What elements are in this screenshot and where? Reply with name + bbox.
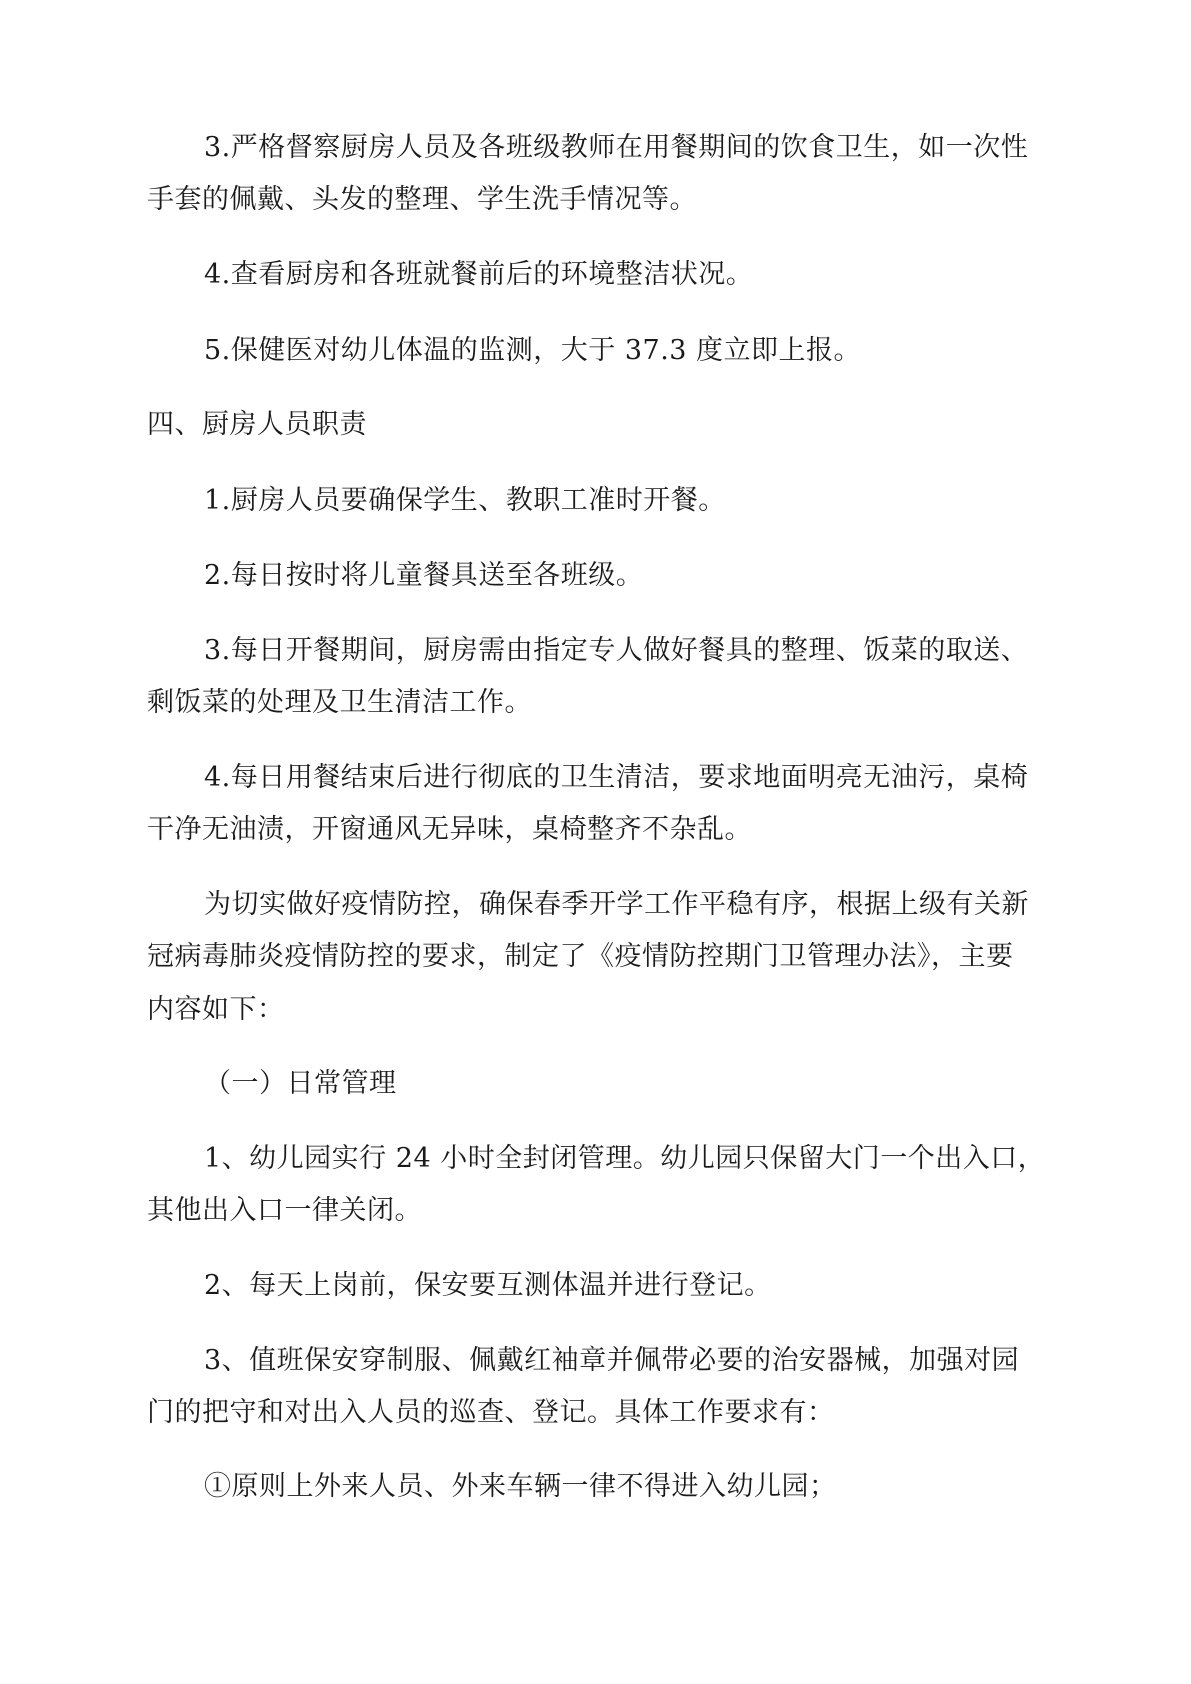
- paragraph-line: 2.每日按时将儿童餐具送至各班级。: [204, 560, 644, 591]
- subsection-heading: （一）日常管理: [204, 1068, 397, 1099]
- paragraph-line: 4.每日用餐结束后进行彻底的卫生清洁，要求地面明亮无油污，桌椅: [204, 762, 1029, 793]
- paragraph-line: 剩饭菜的处理及卫生清洁工作。: [147, 687, 532, 718]
- paragraph-line: 5.保健医对幼儿体温的监测，大于 37.3 度立即上报。: [204, 335, 862, 366]
- paragraph-line: 4.查看厨房和各班就餐前后的环境整洁状况。: [204, 259, 754, 290]
- paragraph-line: 3.每日开餐期间，厨房需由指定专人做好餐具的整理、饭菜的取送、: [204, 635, 1029, 666]
- section-heading: 四、厨房人员职责: [147, 409, 367, 440]
- paragraph-line: 手套的佩戴、头发的整理、学生洗手情况等。: [147, 184, 697, 215]
- paragraph-line: 3、值班保安穿制服、佩戴红袖章并佩带必要的治安器械，加强对园: [204, 1345, 1020, 1376]
- paragraph-line: 其他出入口一律关闭。: [147, 1195, 422, 1226]
- paragraph-line: ①原则上外来人员、外来车辆一律不得进入幼儿园；: [204, 1471, 837, 1502]
- paragraph-line: 3.严格督察厨房人员及各班级教师在用餐期间的饮食卫生，如一次性: [204, 132, 1029, 163]
- paragraph-line: 门的把守和对出入人员的巡查、登记。具体工作要求有：: [147, 1397, 835, 1428]
- paragraph-line: 为切实做好疫情防控，确保春季开学工作平稳有序，根据上级有关新: [204, 889, 1029, 920]
- paragraph-line: 冠病毒肺炎疫情防控的要求，制定了《疫情防控期门卫管理办法》，主要: [147, 941, 1014, 972]
- paragraph-line: 1、幼儿园实行 24 小时全封闭管理。幼儿园只保留大门一个出入口，: [204, 1143, 1046, 1174]
- paragraph-line: 1.厨房人员要确保学生、教职工准时开餐。: [204, 485, 726, 516]
- paragraph-line: 内容如下：: [147, 994, 285, 1025]
- paragraph-line: 干净无油渍，开窗通风无异味，桌椅整齐不杂乱。: [147, 814, 752, 845]
- paragraph-line: 2、每天上岗前，保安要互测体温并进行登记。: [204, 1270, 772, 1301]
